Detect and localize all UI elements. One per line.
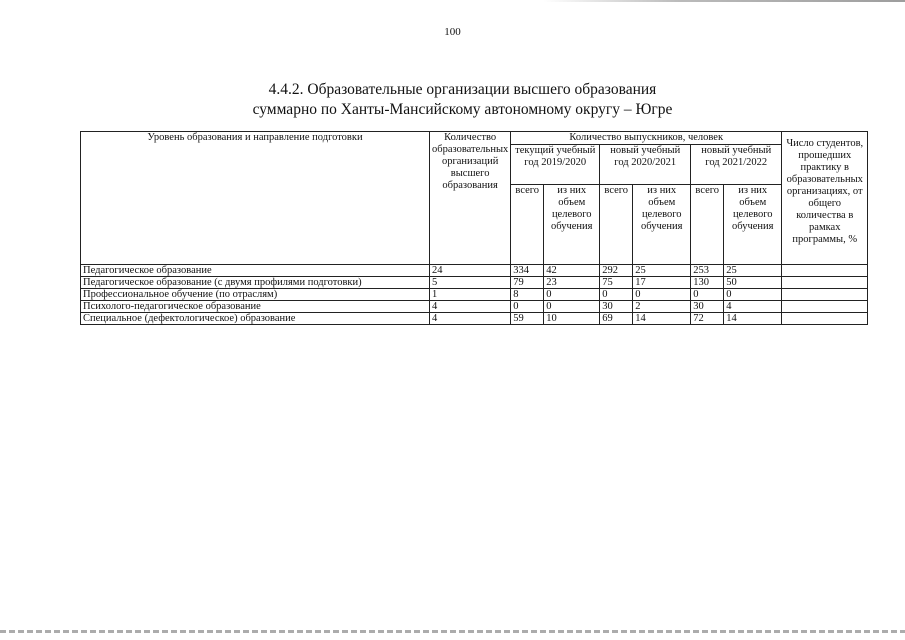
header-year-2019-2020: текущий учебный год 2019/2020 [511, 145, 600, 185]
scan-edge-bottom [0, 630, 905, 633]
cell-org-count: 1 [430, 289, 511, 301]
cell-y3-total: 130 [691, 277, 724, 289]
cell-practice [782, 265, 868, 277]
cell-y1-total: 334 [511, 265, 544, 277]
cell-org-count: 4 [430, 301, 511, 313]
cell-y2-total: 75 [600, 277, 633, 289]
cell-practice [782, 289, 868, 301]
row-name: Психолого-педагогическое образование [81, 301, 430, 313]
cell-y1-target: 0 [544, 289, 600, 301]
cell-y2-total: 69 [600, 313, 633, 325]
table-row [81, 289, 868, 301]
cell-y2-target: 14 [633, 313, 691, 325]
cell-y2-target: 25 [633, 265, 691, 277]
cell-y2-total: 292 [600, 265, 633, 277]
cell-practice [782, 313, 868, 325]
cell-y3-total: 253 [691, 265, 724, 277]
document-title [0, 80, 905, 120]
cell-y2-target: 2 [633, 301, 691, 313]
title-line-1: 4.4.2. Образовательные организации высшего образования [268, 81, 657, 98]
cell-y3-target: 0 [724, 289, 782, 301]
cell-y2-total: 30 [600, 301, 633, 313]
cell-y2-target: 0 [633, 289, 691, 301]
header-level: Уровень образования и направление подготовки [81, 132, 430, 265]
cell-y1-total: 59 [511, 313, 544, 325]
cell-org-count: 24 [430, 265, 511, 277]
header-target-3: из них объем целевого обучения [724, 185, 782, 265]
scan-edge-top [0, 0, 905, 2]
cell-org-count: 4 [430, 313, 511, 325]
cell-y2-target: 17 [633, 277, 691, 289]
cell-y1-total: 8 [511, 289, 544, 301]
cell-y1-total: 0 [511, 301, 544, 313]
cell-y3-total: 30 [691, 301, 724, 313]
header-org-count: Количество образовательных организаций высшего образования [430, 132, 511, 265]
cell-y3-target: 14 [724, 313, 782, 325]
title-line-2: суммарно по Ханты-Мансийскому автономному округу – Югре [252, 101, 673, 118]
cell-practice [782, 277, 868, 289]
header-target-2: из них объем целевого обучения [633, 185, 691, 265]
cell-y1-target: 42 [544, 265, 600, 277]
header-graduates: Количество выпускников, человек [511, 132, 782, 145]
header-total-3: всего [691, 185, 724, 265]
graduates-table [80, 131, 868, 325]
table-row [81, 277, 868, 289]
table-row [81, 301, 868, 313]
cell-y3-total: 72 [691, 313, 724, 325]
cell-y3-target: 50 [724, 277, 782, 289]
header-target-1: из них объем целевого обучения [544, 185, 600, 265]
cell-y3-target: 4 [724, 301, 782, 313]
cell-y1-target: 23 [544, 277, 600, 289]
cell-practice [782, 301, 868, 313]
row-name: Педагогическое образование [81, 265, 430, 277]
cell-y1-target: 10 [544, 313, 600, 325]
cell-org-count: 5 [430, 277, 511, 289]
header-total-1: всего [511, 185, 544, 265]
page-number: 100 [444, 26, 461, 38]
cell-y3-total: 0 [691, 289, 724, 301]
row-name: Специальное (дефектологическое) образование [81, 313, 430, 325]
header-practice-share: Число студентов, прошедших практику в образовательных организациях, от общего количества в рамках программы, % [782, 132, 868, 265]
header-year-2020-2021: новый учебный год 2020/2021 [600, 145, 691, 185]
row-name: Педагогическое образование (с двумя профилями подготовки) [81, 277, 430, 289]
cell-y1-target: 0 [544, 301, 600, 313]
table-row [81, 313, 868, 325]
header-total-2: всего [600, 185, 633, 265]
cell-y1-total: 79 [511, 277, 544, 289]
row-name: Профессиональное обучение (по отраслям) [81, 289, 430, 301]
table-row [81, 265, 868, 277]
cell-y2-total: 0 [600, 289, 633, 301]
cell-y3-target: 25 [724, 265, 782, 277]
header-year-2021-2022: новый учебный год 2021/2022 [691, 145, 782, 185]
